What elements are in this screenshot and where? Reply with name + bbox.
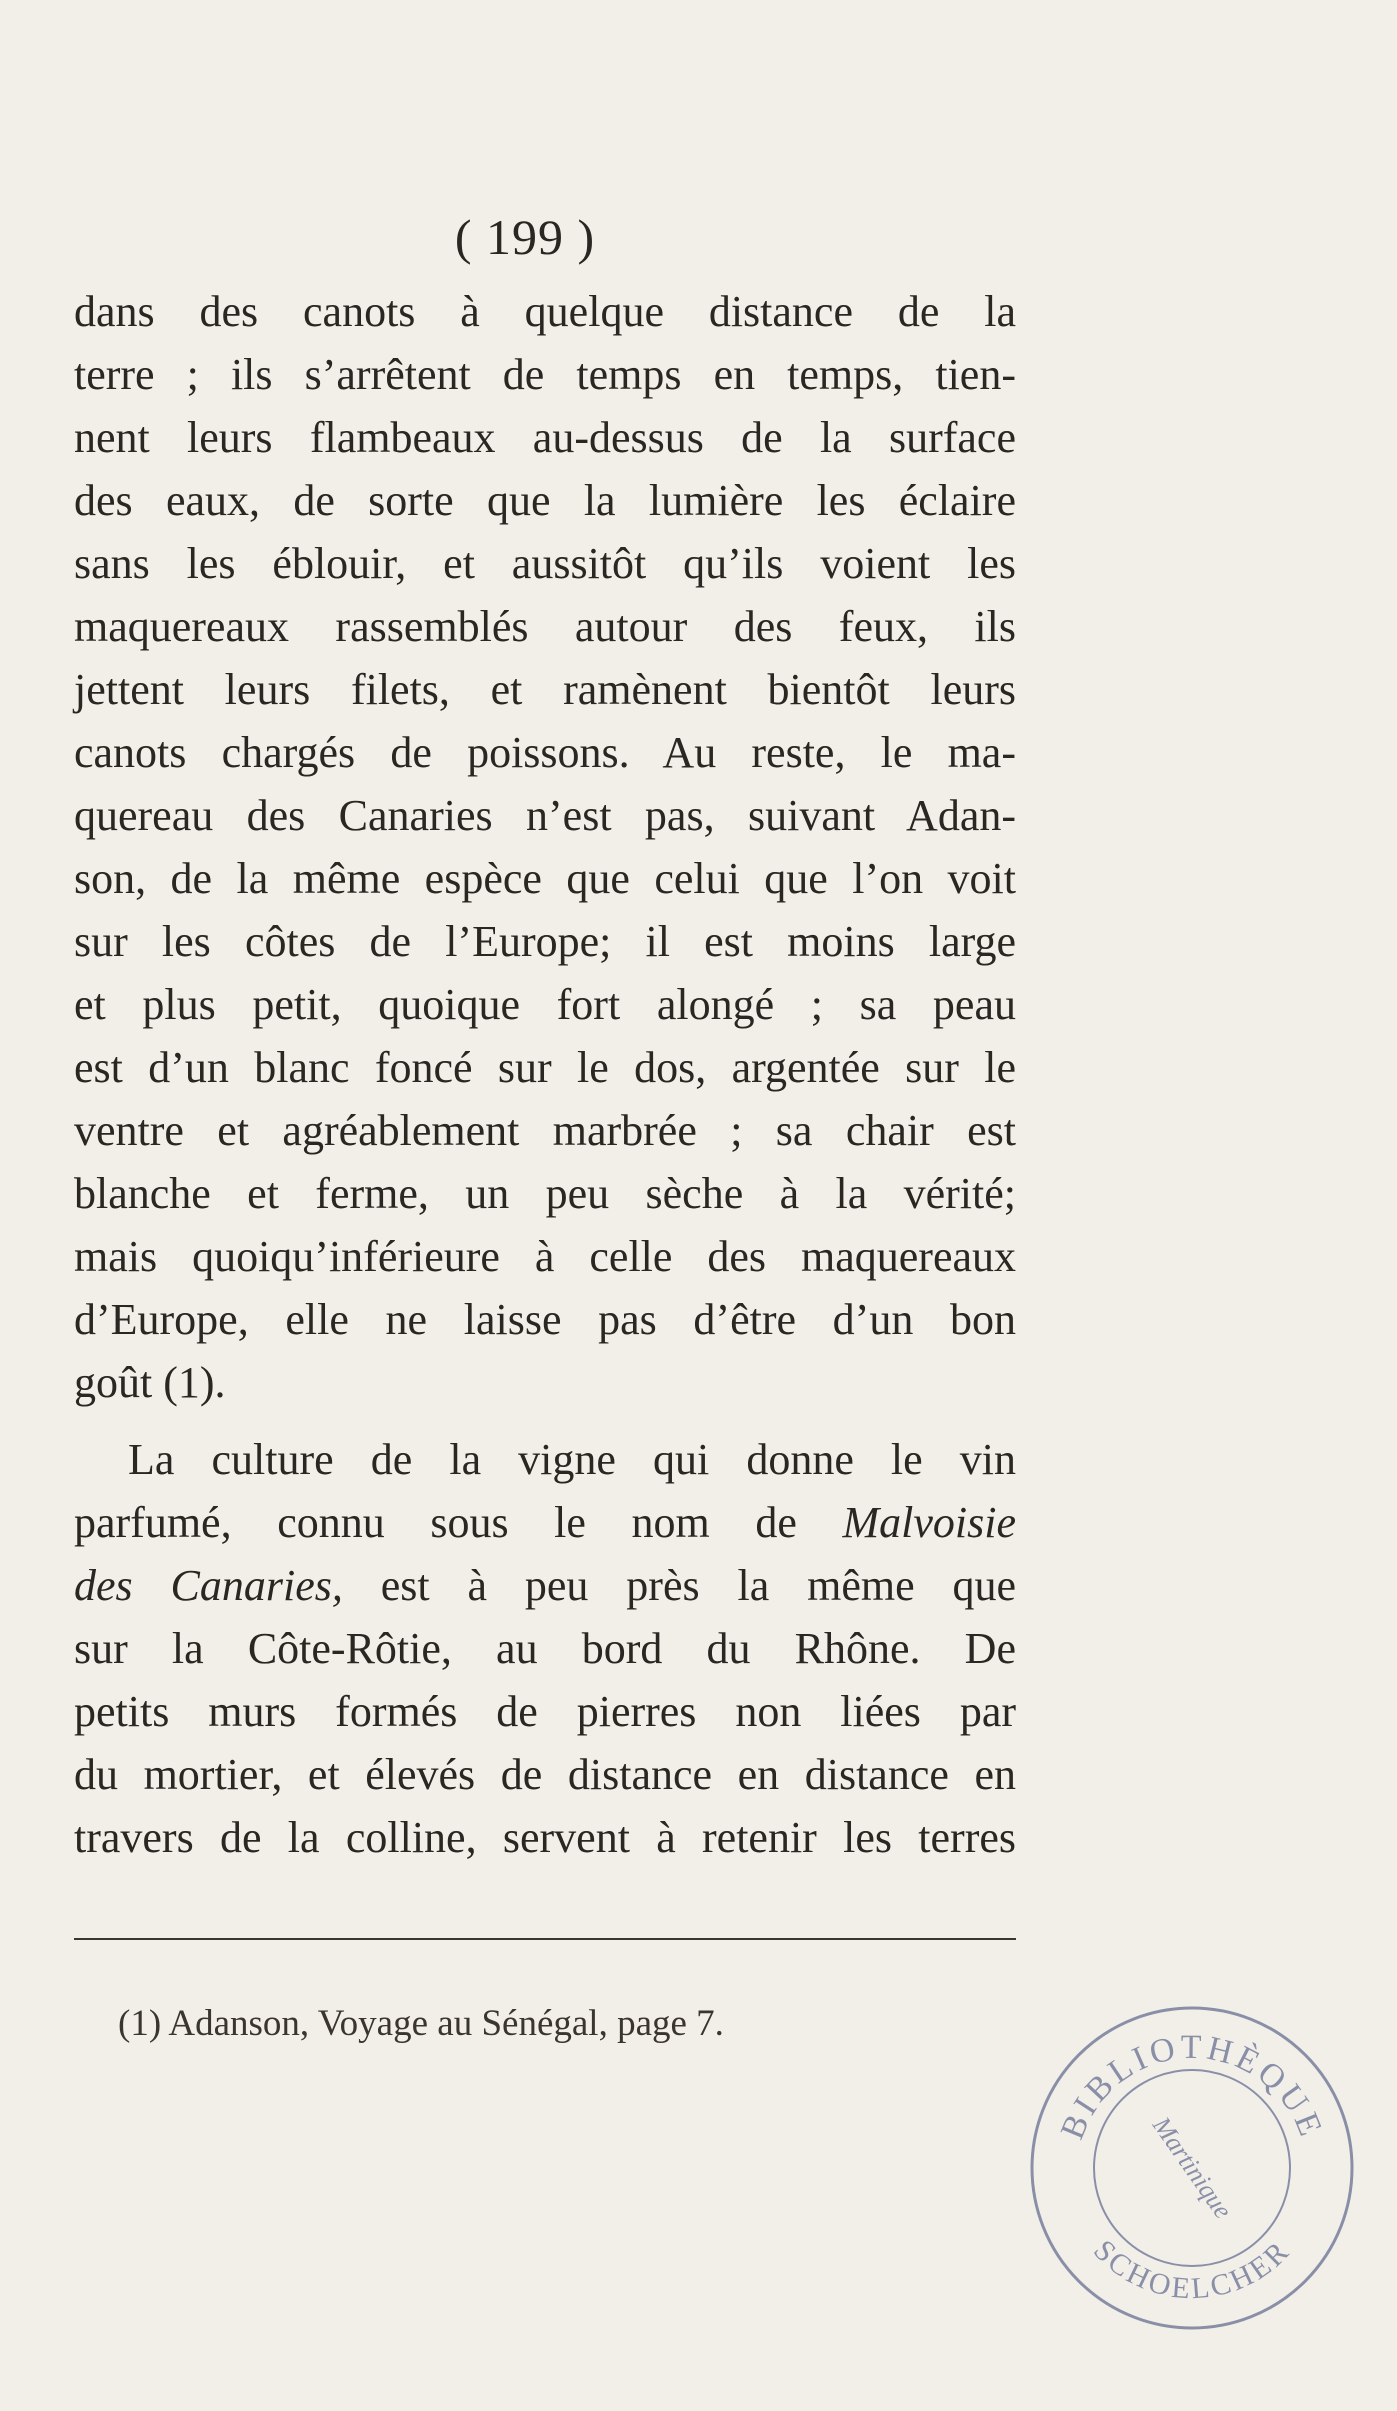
- text-line: mais quoiqu’inférieure à celle des maquereaux: [74, 1232, 1016, 1281]
- text-segment: est à peu près la même que: [342, 1561, 1017, 1610]
- text-line: sur la Côte-Rôtie, au bord du Rhône. De: [74, 1624, 1016, 1673]
- footnote-rule: [74, 1938, 1016, 1940]
- stamp-bottom-text: SCHOELCHER: [1087, 2233, 1297, 2306]
- text-line: goût (1).: [74, 1358, 226, 1407]
- text-line: jettent leurs filets, et ramènent bientôt leurs: [74, 665, 1016, 714]
- text-line: dans des canots à quelque distance de la: [74, 287, 1016, 336]
- text-line: [74, 1491, 1016, 1554]
- italic-title: des Canaries,: [74, 1561, 343, 1610]
- text-line: du mortier, et élevés de distance en distance en: [74, 1750, 1016, 1799]
- text-line: blanche et ferme, un peu sèche à la vérité;: [74, 1169, 1016, 1218]
- text-line: et plus petit, quoique fort alongé ; sa peau: [74, 980, 1016, 1029]
- text-line: quereau des Canaries n’est pas, suivant Adan-: [74, 791, 1016, 840]
- text-line: travers de la colline, servent à retenir les terres: [74, 1813, 1016, 1862]
- footnote: (1) Adanson, Voyage au Sénégal, page 7.: [118, 2003, 724, 2044]
- paragraph-1: [74, 280, 1016, 1414]
- text-line: d’Europe, elle ne laisse pas d’être d’un bon: [74, 1295, 1016, 1344]
- stamp-top-text: BIBLIOTHÈQUE: [1053, 2028, 1331, 2145]
- text-line: La culture de la vigne qui donne le vin: [128, 1435, 1016, 1484]
- text-line: des eaux, de sorte que la lumière les éclaire: [74, 476, 1016, 525]
- text-line: [74, 1554, 1016, 1617]
- text-line: nent leurs flambeaux au-dessus de la surface: [74, 413, 1016, 462]
- stamp-center-text: Martinique: [1146, 2111, 1238, 2224]
- library-stamp: [1022, 1998, 1362, 2338]
- text-segment: parfumé, connu sous le nom de: [74, 1498, 843, 1547]
- italic-title: Malvoisie: [842, 1498, 1016, 1547]
- text-line: est d’un blanc foncé sur le dos, argentée sur le: [74, 1043, 1016, 1092]
- text-line: terre ; ils s’arrêtent de temps en temps, tien-: [74, 350, 1016, 399]
- page-number: ( 199 ): [454, 209, 596, 265]
- text-line: sur les côtes de l’Europe; il est moins large: [74, 917, 1016, 966]
- text-line: maquereaux rassemblés autour des feux, ils: [74, 602, 1016, 651]
- text-line: ventre et agréablement marbrée ; sa chair est: [74, 1106, 1016, 1155]
- paragraph-2: [74, 1428, 1016, 1869]
- text-line: sans les éblouir, et aussitôt qu’ils voient les: [74, 539, 1016, 588]
- body-text: [74, 280, 1016, 1869]
- text-line: petits murs formés de pierres non liées par: [74, 1687, 1016, 1736]
- text-line: son, de la même espèce que celui que l’on voit: [74, 854, 1016, 903]
- text-line: canots chargés de poissons. Au reste, le ma-: [74, 728, 1016, 777]
